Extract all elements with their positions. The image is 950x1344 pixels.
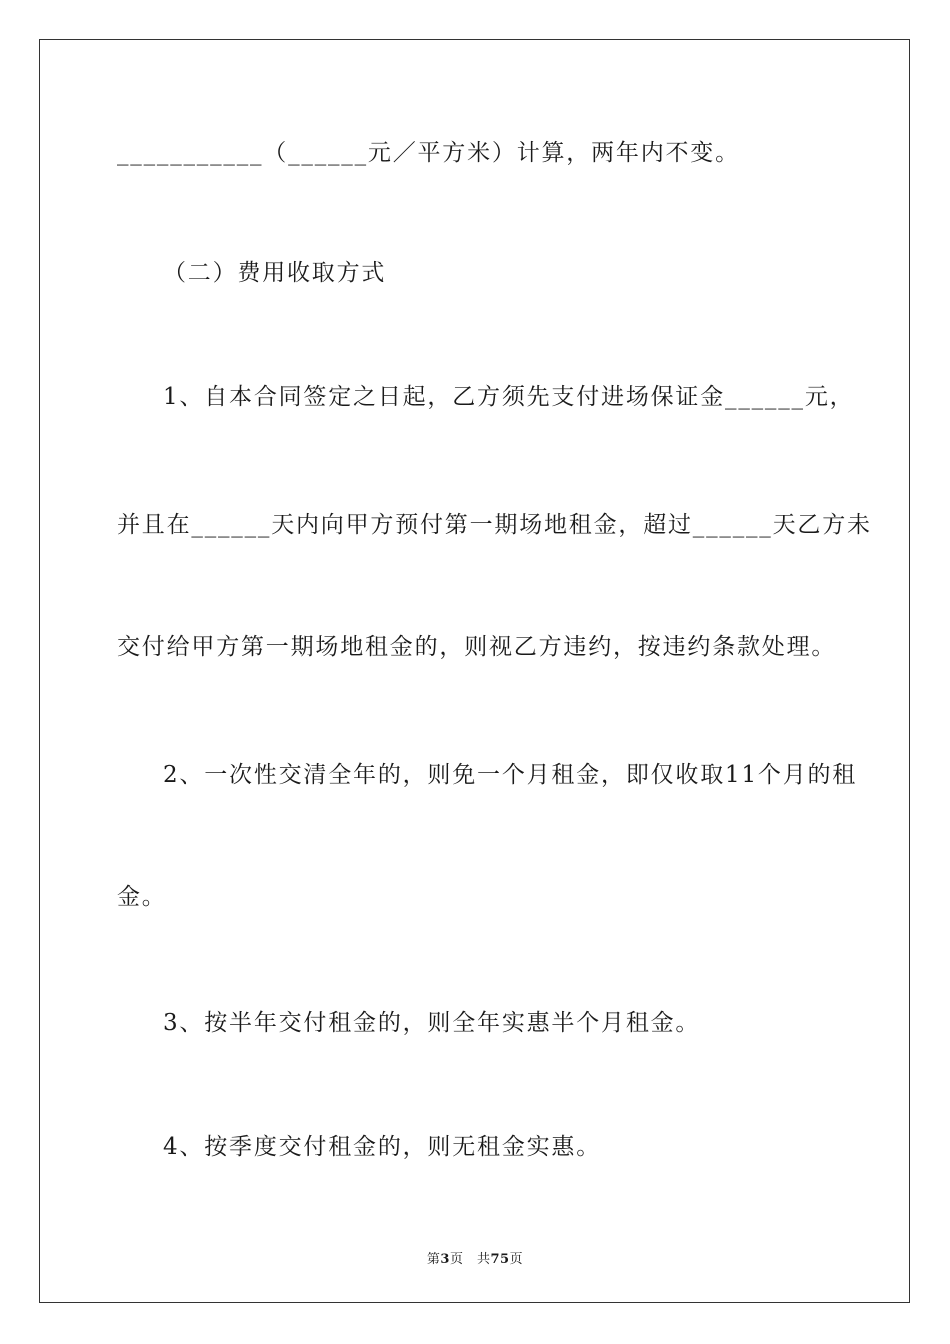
page-mid: 页 共 (449, 1252, 491, 1267)
text-line-clause-1: 1、自本合同签定之日起，乙方须先支付进场保证金______元， (163, 384, 855, 410)
text-line-clause-4: 4、按季度交付租金的，则无租金实惠。 (163, 1134, 602, 1160)
text-line-clause-2-cont: 金。 (117, 884, 167, 910)
page-prefix: 第 (426, 1252, 441, 1267)
section-heading-fee-collection: （二）费用收取方式 (163, 260, 387, 286)
page-current: 3 (440, 1252, 450, 1267)
page-border (39, 39, 910, 1303)
text-line-clause-1-cont-1: 并且在______天内向甲方预付第一期场地租金，超过______天乙方未 (117, 512, 872, 538)
text-line-clause-2: 2、一次性交清全年的，则免一个月租金，即仅收取11个月的租 (163, 762, 858, 788)
text-line-clause-3: 3、按半年交付租金的，则全年实惠半个月租金。 (163, 1010, 701, 1036)
page-suffix: 页 (509, 1252, 524, 1267)
page-footer (0, 1248, 950, 1267)
text-line-clause-1-cont-2: 交付给甲方第一期场地租金的，则视乙方违约，按违约条款处理。 (117, 634, 837, 660)
text-line-1: ___________（______元／平方米）计算，两年内不变。 (117, 140, 740, 166)
page-total: 75 (490, 1252, 510, 1267)
